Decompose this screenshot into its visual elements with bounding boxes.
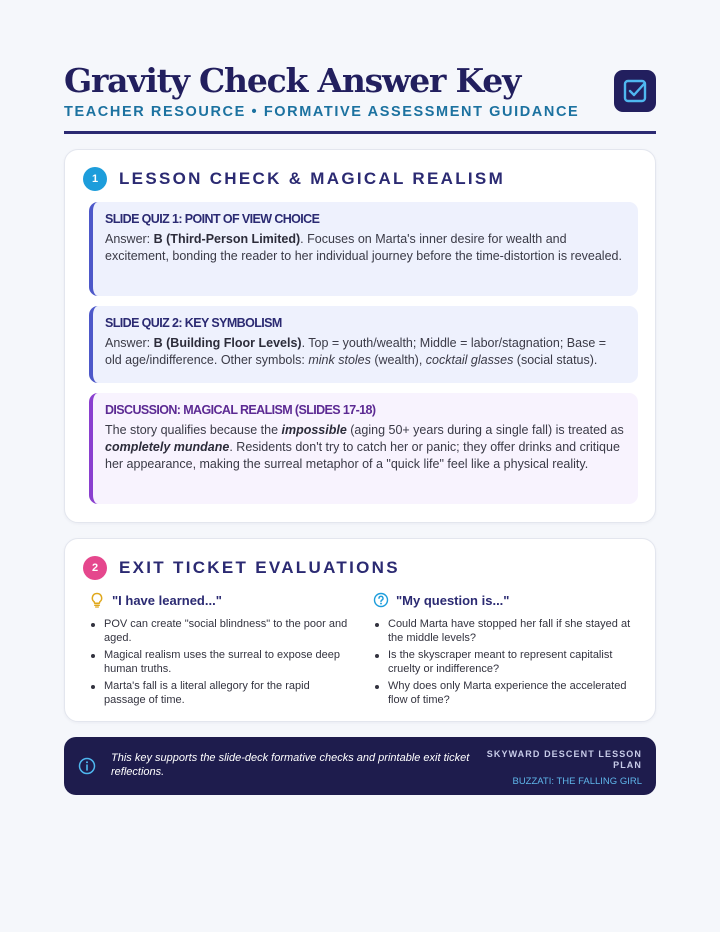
quiz-2-answer: Answer: B (Building Floor Levels). Top = youth/wealth; Middle = labor/stagnation; Base = old age/indifference. Other symbols: mink stoles (wealth), cocktail glasses (social status). [105,336,607,367]
quiz-2-label: SLIDE QUIZ 2: KEY SYMBOLISM [105,316,282,330]
quiz-1-block [89,202,638,296]
question-list [373,618,635,707]
lightbulb-icon [89,592,105,608]
list-item: Could Marta have stopped her fall if she stayed at the middle levels? [373,618,635,645]
discussion-block [89,393,638,504]
section-number-badge: 1 [83,167,107,191]
question-circle-icon [373,592,389,608]
list-item: Is the skyscraper meant to represent capitalist cruelty or indifference? [373,649,635,676]
learned-list [89,618,351,707]
page-header [64,62,656,134]
learned-title: "I have learned..." [112,592,222,608]
learned-column [89,591,351,711]
footer-brand: SKYWARD DESCENT LESSON PLAN [486,749,642,770]
list-item: POV can create "social blindness" to the poor and aged. [89,618,351,645]
exit-ticket-card [64,538,656,722]
footer-subtitle: BUZZATI: THE FALLING GIRL [512,776,642,787]
quiz-2-block [89,306,638,383]
quiz-1-answer: Answer: B (Third-Person Limited). Focuses on Marta's inner desire for wealth and excitement, bonding the reader to her individual journey before the time-distortion is revealed. [105,232,622,263]
list-item: Why does only Marta experience the accelerated flow of time? [373,680,635,707]
checkbox-icon [614,70,656,112]
section-title: EXIT TICKET EVALUATIONS [119,558,400,577]
discussion-label: DISCUSSION: MAGICAL REALISM (SLIDES 17-18) [105,403,376,417]
info-icon [78,757,96,775]
section-header [83,167,505,191]
quiz-1-label: SLIDE QUIZ 1: POINT OF VIEW CHOICE [105,212,320,226]
lesson-check-card [64,149,656,523]
page-subtitle: TEACHER RESOURCE • FORMATIVE ASSESSMENT GUIDANCE [64,104,580,120]
section-number-badge: 2 [83,556,107,580]
section-title: LESSON CHECK & MAGICAL REALISM [119,169,506,188]
list-item: Marta's fall is a literal allegory for the rapid passage of time. [89,680,351,707]
footer-note: This key supports the slide-deck formative checks and printable exit ticket reflections. [111,752,470,778]
footer-banner [64,737,656,795]
list-item: Magical realism uses the surreal to expose deep human truths. [89,649,351,676]
discussion-text: The story qualifies because the impossible (aging 50+ years during a single fall) is treated as completely mundane. Residents don't try to catch her or panic; they offer drinks and critique her appearance, making the surreal metaphor of a "quick life" feel like a physical reality. [105,423,624,471]
question-column [373,591,635,711]
answer-key-page [64,61,656,787]
page-title: Gravity Check Answer Key [64,61,521,100]
section-header [83,556,400,580]
question-title: "My question is..." [396,592,510,608]
